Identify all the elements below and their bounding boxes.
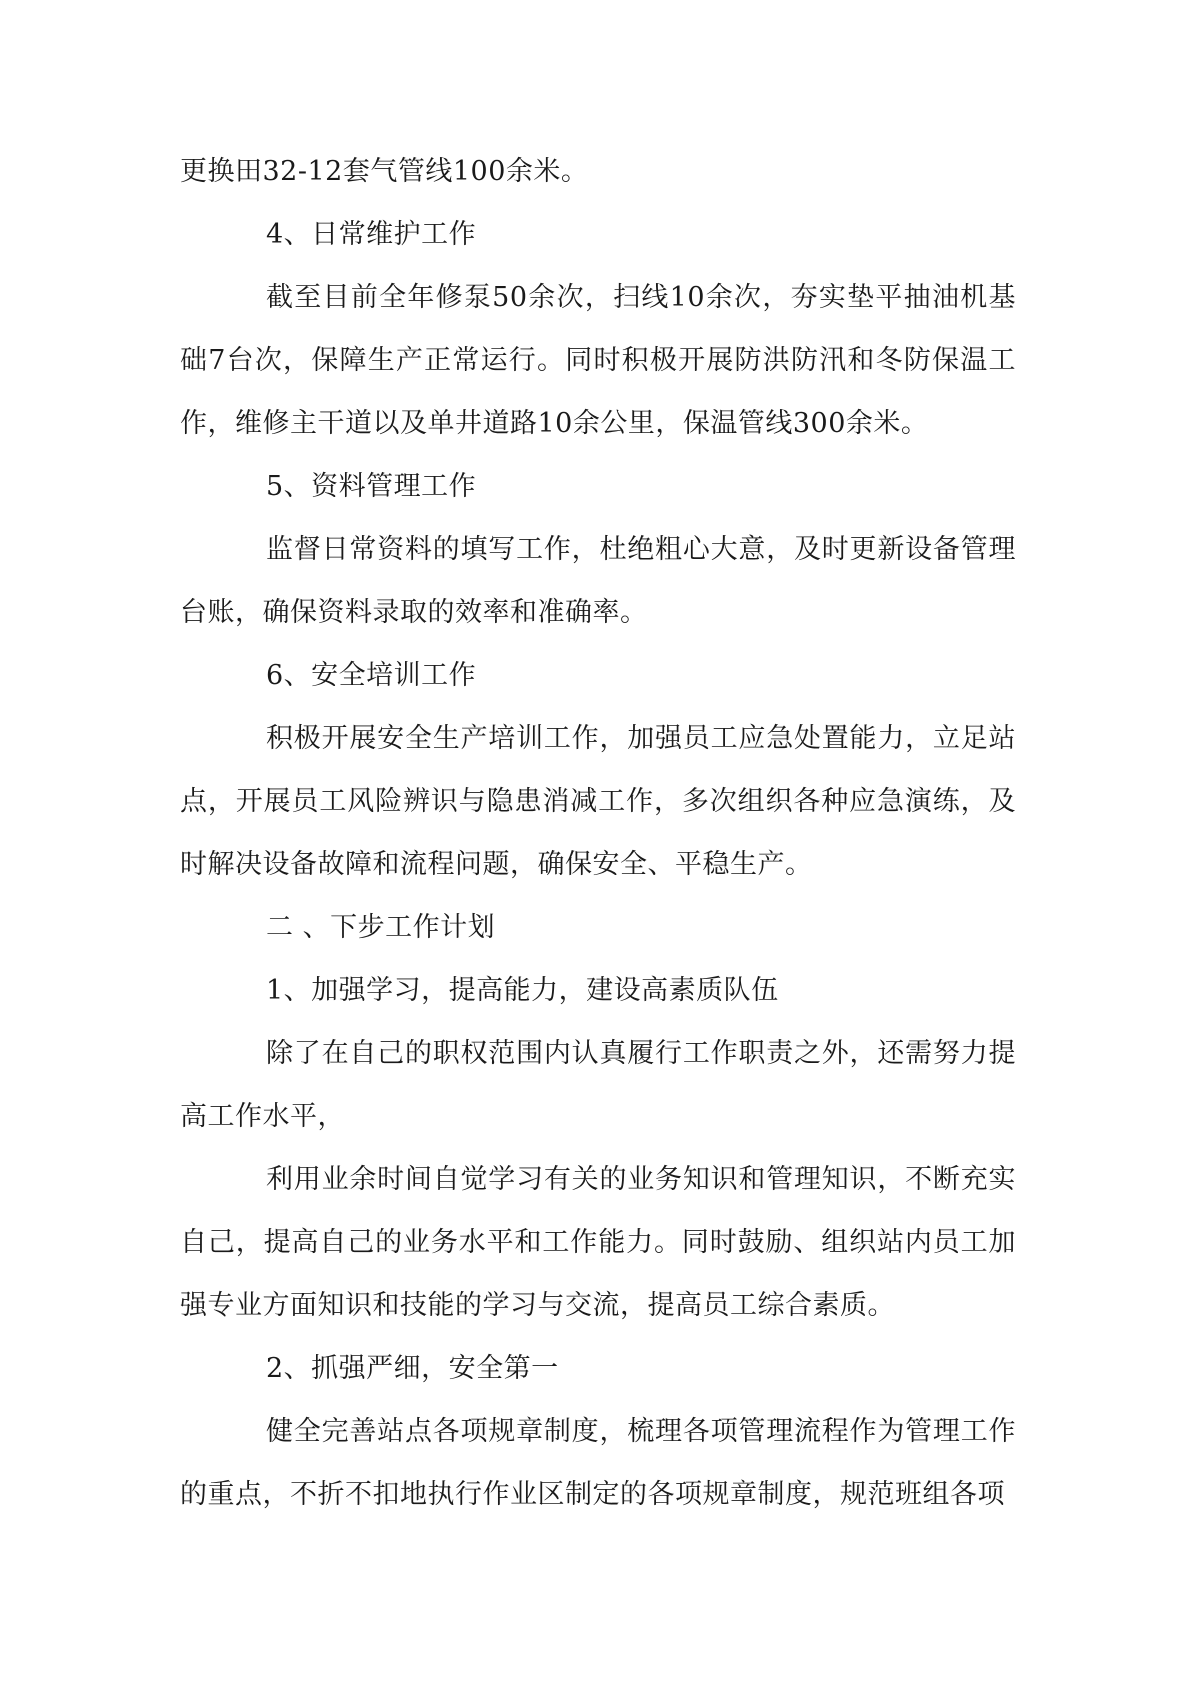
section-heading-daily-maintenance: 4、日常维护工作: [266, 219, 477, 250]
paragraph-continuation: 更换田32-12套气管线100余米。: [180, 156, 589, 187]
section-heading-safety-training: 6、安全培训工作: [266, 660, 477, 691]
paragraph-daily-maintenance: 截至目前全年修泵50余次，扫线10余次，夯实垫平抽油机基础7台次，保障生产正常运行。同时积极开展防洪防汛和冬防保温工作，维修主干道以及单井道路10余公里，保温管线300余米。: [180, 282, 1016, 439]
paragraph-duties: 除了在自己的职权范围内认真履行工作职责之外，还需努力提高工作水平，: [180, 1038, 1016, 1132]
subheading-safety-first: 2、抓强严细，安全第一: [266, 1353, 559, 1384]
paragraph-records-management: 监督日常资料的填写工作，杜绝粗心大意，及时更新设备管理台账，确保资料录取的效率和准确率。: [180, 534, 1016, 628]
document-body: [180, 140, 1016, 1526]
subheading-strengthen-learning: 1、加强学习，提高能力，建设高素质队伍: [266, 975, 779, 1006]
paragraph-regulations: 健全完善站点各项规章制度，梳理各项管理流程作为管理工作的重点，不折不扣地执行作业区制定的各项规章制度，规范班组各项: [180, 1416, 1016, 1510]
section-heading-next-plan: 二 、下步工作计划: [266, 912, 496, 943]
section-heading-records-management: 5、资料管理工作: [266, 471, 477, 502]
paragraph-safety-training: 积极开展安全生产培训工作，加强员工应急处置能力，立足站点，开展员工风险辨识与隐患消减工作，多次组织各种应急演练，及时解决设备故障和流程问题，确保安全、平稳生产。: [180, 723, 1016, 880]
paragraph-self-study: 利用业余时间自觉学习有关的业务知识和管理知识，不断充实自己，提高自己的业务水平和工作能力。同时鼓励、组织站内员工加强专业方面知识和技能的学习与交流，提高员工综合素质。: [180, 1164, 1016, 1321]
